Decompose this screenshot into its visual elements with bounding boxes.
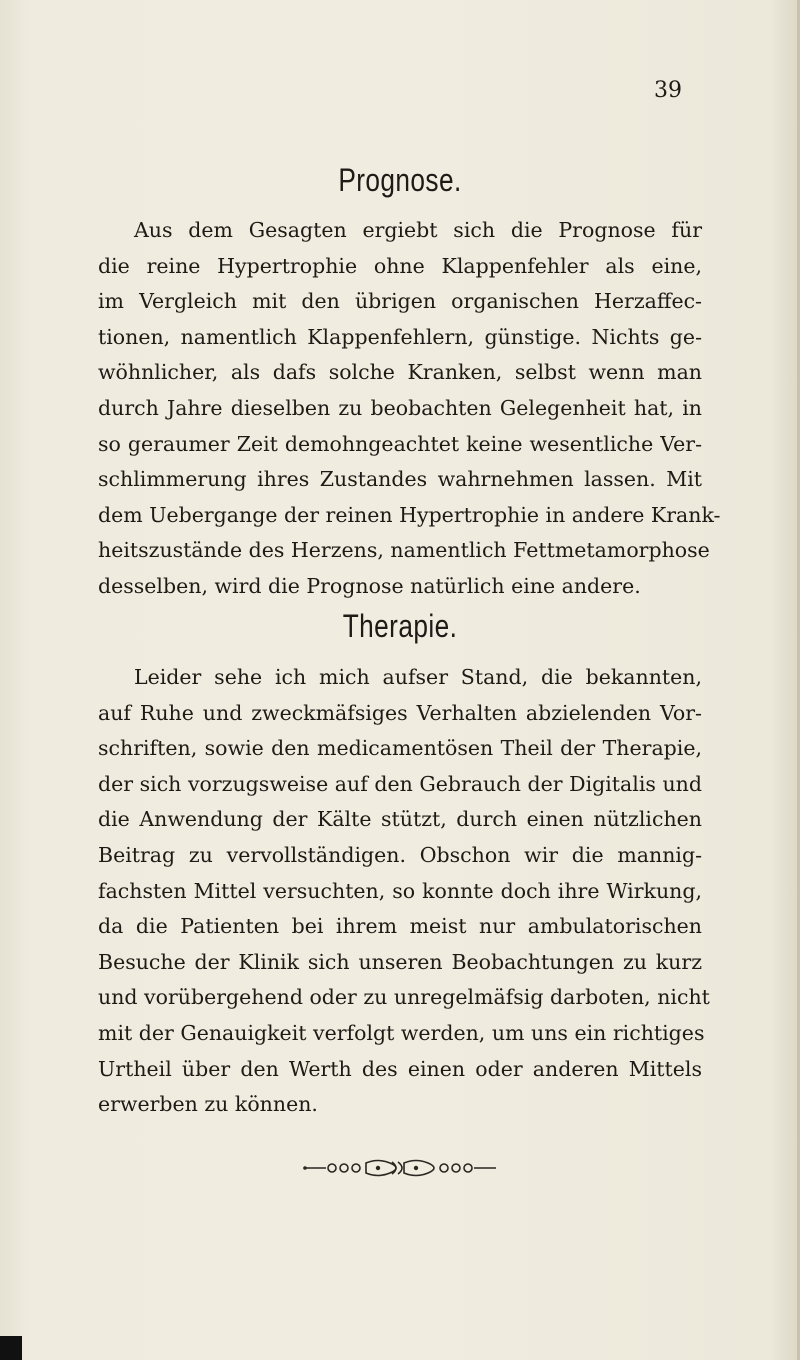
text-line: so geraumer Zeit demohngeachtet keine wesentliche Ver- [98,431,702,456]
text-line: und vorübergehend oder zu unregelmäfsig darboten, nicht [98,985,710,1010]
text-line: durch Jahre dieselben zu beobachten Gelegenheit hat, in [98,395,702,420]
section-heading-therapie: Therapie. [342,608,458,644]
text-line: die Anwendung der Kälte stützt, durch einen nützlichen [98,807,702,832]
text-line: Aus dem Gesagten ergiebt sich die Prognose für [134,218,702,242]
text-line: Leider sehe ich mich aufser Stand, die bekannten, [134,665,702,689]
text-line: heitszustände des Herzens, namentlich Fettmetamorphose [98,538,710,563]
text-line: wöhnlicher, als dafs solche Kranken, selbst wenn man [98,360,702,385]
text-line: desselben, wird die Prognose natürlich eine andere. [98,573,641,598]
text-line: mit der Genauigkeit verfolgt werden, um uns ein richtiges [98,1020,705,1045]
page-number: 39 [654,78,682,103]
paragraph-prognose [98,213,721,605]
text-line: schriften, sowie den medicamentösen Theil der Therapie, [98,736,702,761]
text-line: tionen, namentlich Klappenfehlern, günstige. Nichts ge- [98,324,702,349]
text-line: erwerben zu können. [98,1092,318,1117]
scan-corner-mark [0,1336,22,1360]
text-line: Besuche der Klinik sich unseren Beobachtungen zu kurz [98,949,702,974]
text-line: der sich vorzugsweise auf den Gebrauch der Digitalis und [98,771,702,796]
text-line: schlimmerung ihres Zustandes wahrnehmen lassen. Mit [98,467,702,492]
text-line: dem Uebergange der reinen Hypertrophie in andere Krank- [98,502,721,527]
section-heading-prognose: Prognose. [338,162,462,198]
ornament-icon [302,1158,498,1178]
end-of-section-ornament [0,1158,800,1182]
text-line: Beitrag zu vervollständigen. Obschon wir die mannig- [98,842,702,867]
text-line: Urtheil über den Werth des einen oder anderen Mittels [98,1056,702,1081]
text-line: da die Patienten bei ihrem meist nur ambulatorischen [98,914,702,939]
paragraph-therapie [98,660,710,1123]
text-line: im Vergleich mit den übrigen organischen Herzaffec- [98,289,702,314]
text-line: die reine Hypertrophie ohne Klappenfehler als eine, [98,253,702,278]
text-line: fachsten Mittel versuchten, so konnte doch ihre Wirkung, [98,878,702,903]
text-line: auf Ruhe und zweckmäfsiges Verhalten abzielenden Vor- [98,700,702,725]
